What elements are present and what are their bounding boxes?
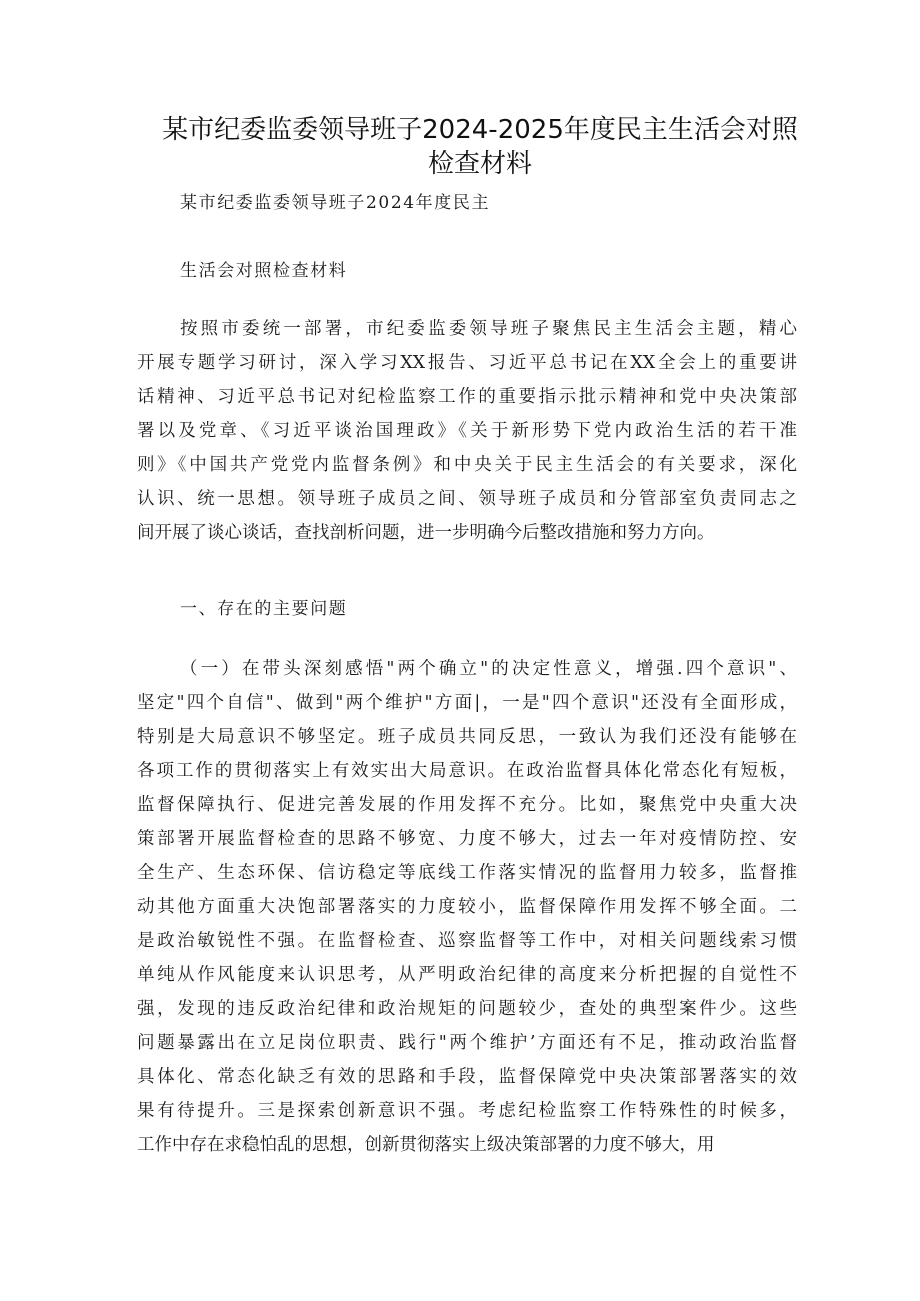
section-1-line: 坚定"四个自信"、做到"两个维护"方面|，一是"四个意识"还没有全面形成， [137,693,797,713]
section-1-line: （一）在带头深刻感悟"两个确立"的决定性意义，增强.四个意识"、 [180,659,797,679]
intro-line: 话精神、习近平总书记对纪检监察工作的重要指示批示精神和党中央决策部 [137,387,797,407]
section-1-line: 单纯从作风能度来认识思考，从严明政治纪律的高度来分析把握的自觉性不 [137,965,797,985]
intro-line: 认识、统一思想。领导班子成员之间、领导班子成员和分管部室负责同志之 [137,489,797,509]
intro-line: 署以及党章、《习近平谈治国理政》《关于新形势下党内政治生活的若干准 [137,421,797,441]
document-title-line-1: 某市纪委监委领导班子2024-2025年度民主生活会对照 [162,115,798,145]
section-1-line: 动其他方面重大决饱部署落实的力度较小，监督保障作用发挥不够全面。二 [137,897,797,917]
section-1-line: 是政治敏锐性不强。在监督检查、巡察监督等工作中，对相关问题线索习惯 [137,931,797,951]
intro-line: 开展专题学习研讨，深入学习XX报告、习近平总书记在XX全会上的重要讲 [137,353,797,373]
section-1-line: 工作中存在求稳怕乱的思想，创新贯彻落实上级决策部署的力度不够大，用 [137,1135,715,1155]
intro-line: 则》《中国共产党党内监督条例》和中央关于民主生活会的有关要求，深化 [137,455,797,475]
subtitle-line-1: 某市纪委监委领导班子2024年度民主 [180,193,491,213]
document-title-line-2: 检查材料 [427,149,532,179]
section-1-line: 强，发现的违反政治纪律和政治规矩的问题较少，查处的典型案件少。这些 [137,999,797,1019]
section-heading: 一、存在的主要问题 [180,599,348,619]
section-1-line: 各项工作的贯彻落实上有效实出大局意识。在政治监督具体化常态化有短板， [137,761,797,781]
section-1-line: 具体化、常态化缺乏有效的思路和手段，监督保障党中央决策部署落实的效 [137,1067,797,1087]
section-1-paragraph [137,652,797,1162]
intro-paragraph [137,312,797,550]
intro-line: 间开展了谈心谈话，查找剖析问题，进一步明确今后整改措施和努力方向。 [137,523,715,543]
section-1-line: 特别是大局意识不够坚定。班子成员共同反思，一致认为我们还没有能够在 [137,727,797,747]
subtitle-line-2: 生活会对照检查材料 [180,261,348,281]
section-1-line: 监督保障执行、促进完善发展的作用发挥不充分。比如，聚焦党中央重大决 [137,795,797,815]
intro-line: 按照市委统一部署，市纪委监委领导班子聚焦民主生活会主题，精心 [180,319,797,339]
section-1-line: 问题暴露出在立足岗位职责、践行"两个维护’方面还有不足，推动政治监督 [137,1033,797,1053]
section-1-line: 全生产、生态环保、信访稳定等底线工作落实情况的监督用力较多，监督推 [137,863,797,883]
section-1-line: 果有待提升。三是探索创新意识不强。考虑纪检监察工作特殊性的时候多， [137,1101,797,1121]
section-1-line: 策部署开展监督检查的思路不够宽、力度不够大，过去一年对疫情防控、安 [137,829,797,849]
